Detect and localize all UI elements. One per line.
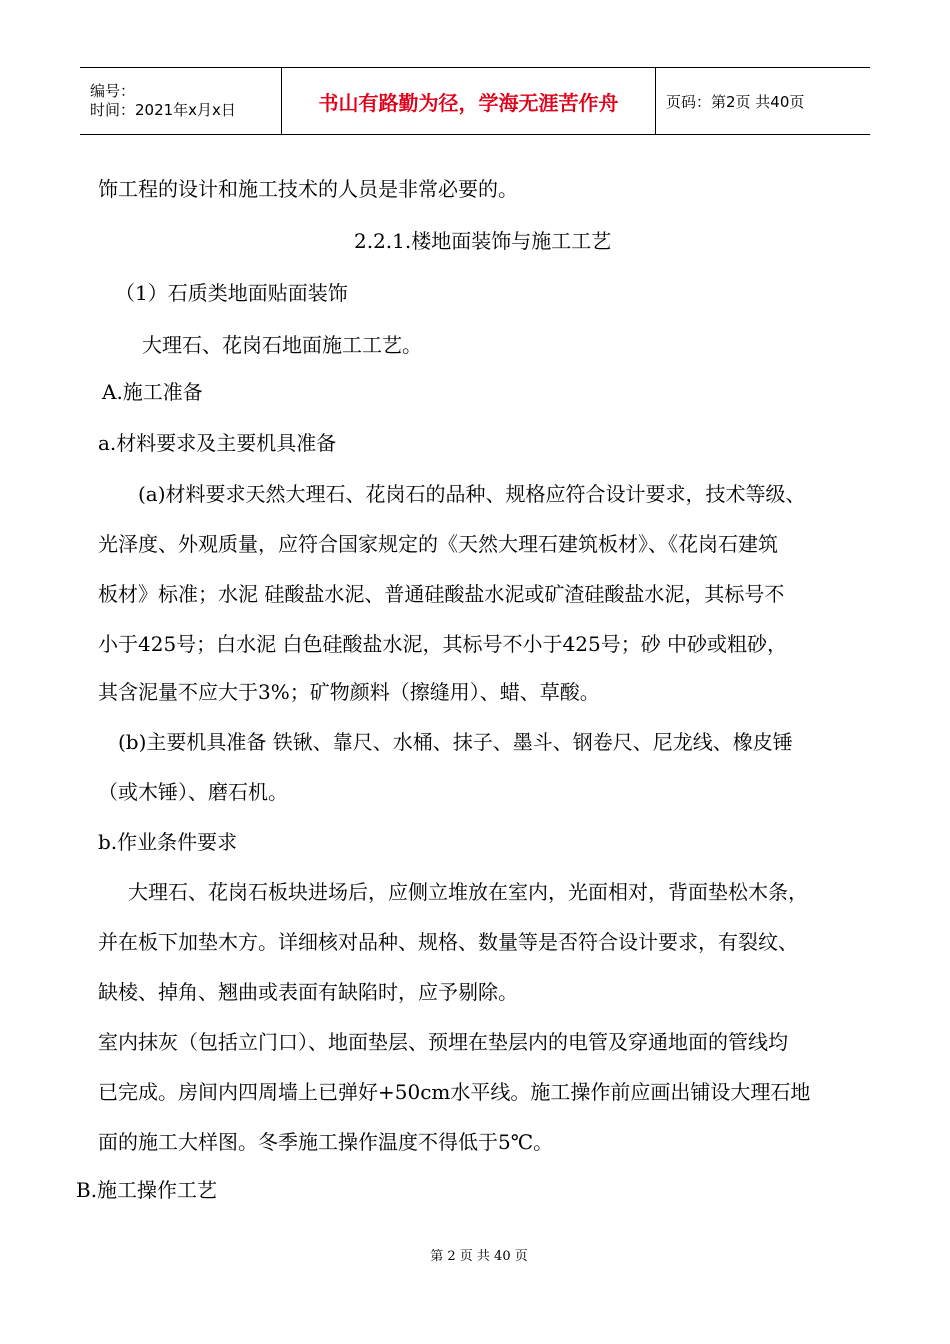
body-line: 并在板下加垫木方。详细核对品种、规格、数量等是否符合设计要求，有裂纹、 [98, 930, 798, 954]
subsection-heading: （1）石质类地面贴面装饰 [115, 281, 348, 305]
body-line: 小于425号；白水泥 白色硅酸盐水泥，其标号不小于425号；砂 中砂或粗砂， [98, 632, 788, 656]
body-line: 光泽度、外观质量，应符合国家规定的《天然大理石建筑板材》、《花岗石建筑 [98, 532, 778, 556]
subsection-heading: a.材料要求及主要机具准备 [98, 431, 337, 455]
document-date: 时间：2021年x月x日 [90, 101, 236, 119]
body-line: 室内抹灰（包括立门口）、地面垫层、预埋在垫层内的电管及穿通地面的管线均 [98, 1030, 788, 1054]
body-line: 板材》标准；水泥 硅酸盐水泥、普通硅酸盐水泥或矿渣硅酸盐水泥，其标号不 [98, 582, 785, 606]
body-line: (b)主要机具准备 铁锹、靠尺、水桶、抹子、墨斗、钢卷尺、尼龙线、橡皮锤 [118, 730, 793, 754]
header-meta [80, 68, 282, 134]
document-header [80, 67, 870, 135]
page-footer [0, 1245, 950, 1264]
document-number: 编号： [90, 82, 136, 100]
header-page-number: 页码：第2页 共40页 [666, 92, 805, 111]
body-line: 其含泥量不应大于3%；矿物颜料（擦缝用）、蜡、草酸。 [98, 680, 600, 704]
body-line: 饰工程的设计和施工技术的人员是非常必要的。 [98, 177, 518, 201]
body-line: 大理石、花岗石地面施工工艺。 [142, 333, 422, 357]
section-heading: B.施工操作工艺 [76, 1178, 218, 1202]
body-line: 缺棱、掉角、翘曲或表面有缺陷时，应予剔除。 [98, 980, 518, 1004]
footer-page-number: 第 2 页 共 40 页 [430, 1249, 528, 1264]
body-line: (a)材料要求天然大理石、花岗石的品种、规格应符合设计要求，技术等级、 [138, 482, 806, 506]
section-heading: A.施工准备 [102, 380, 203, 404]
body-line: 大理石、花岗石板块进场后，应侧立堆放在室内，光面相对，背面垫松木条， [128, 880, 808, 904]
body-line: （或木锤）、磨石机。 [98, 780, 288, 804]
subsection-heading: b.作业条件要求 [98, 830, 238, 854]
body-line: 已完成。房间内四周墙上已弹好+50cm水平线。施工操作前应画出铺设大理石地 [98, 1080, 811, 1104]
body-line: 面的施工大样图。冬季施工操作温度不得低于5℃。 [98, 1130, 554, 1154]
section-heading: 2.2.1.楼地面装饰与施工工艺 [354, 229, 612, 253]
header-motto: 书山有路勤为径，学海无涯苦作舟 [282, 68, 656, 134]
